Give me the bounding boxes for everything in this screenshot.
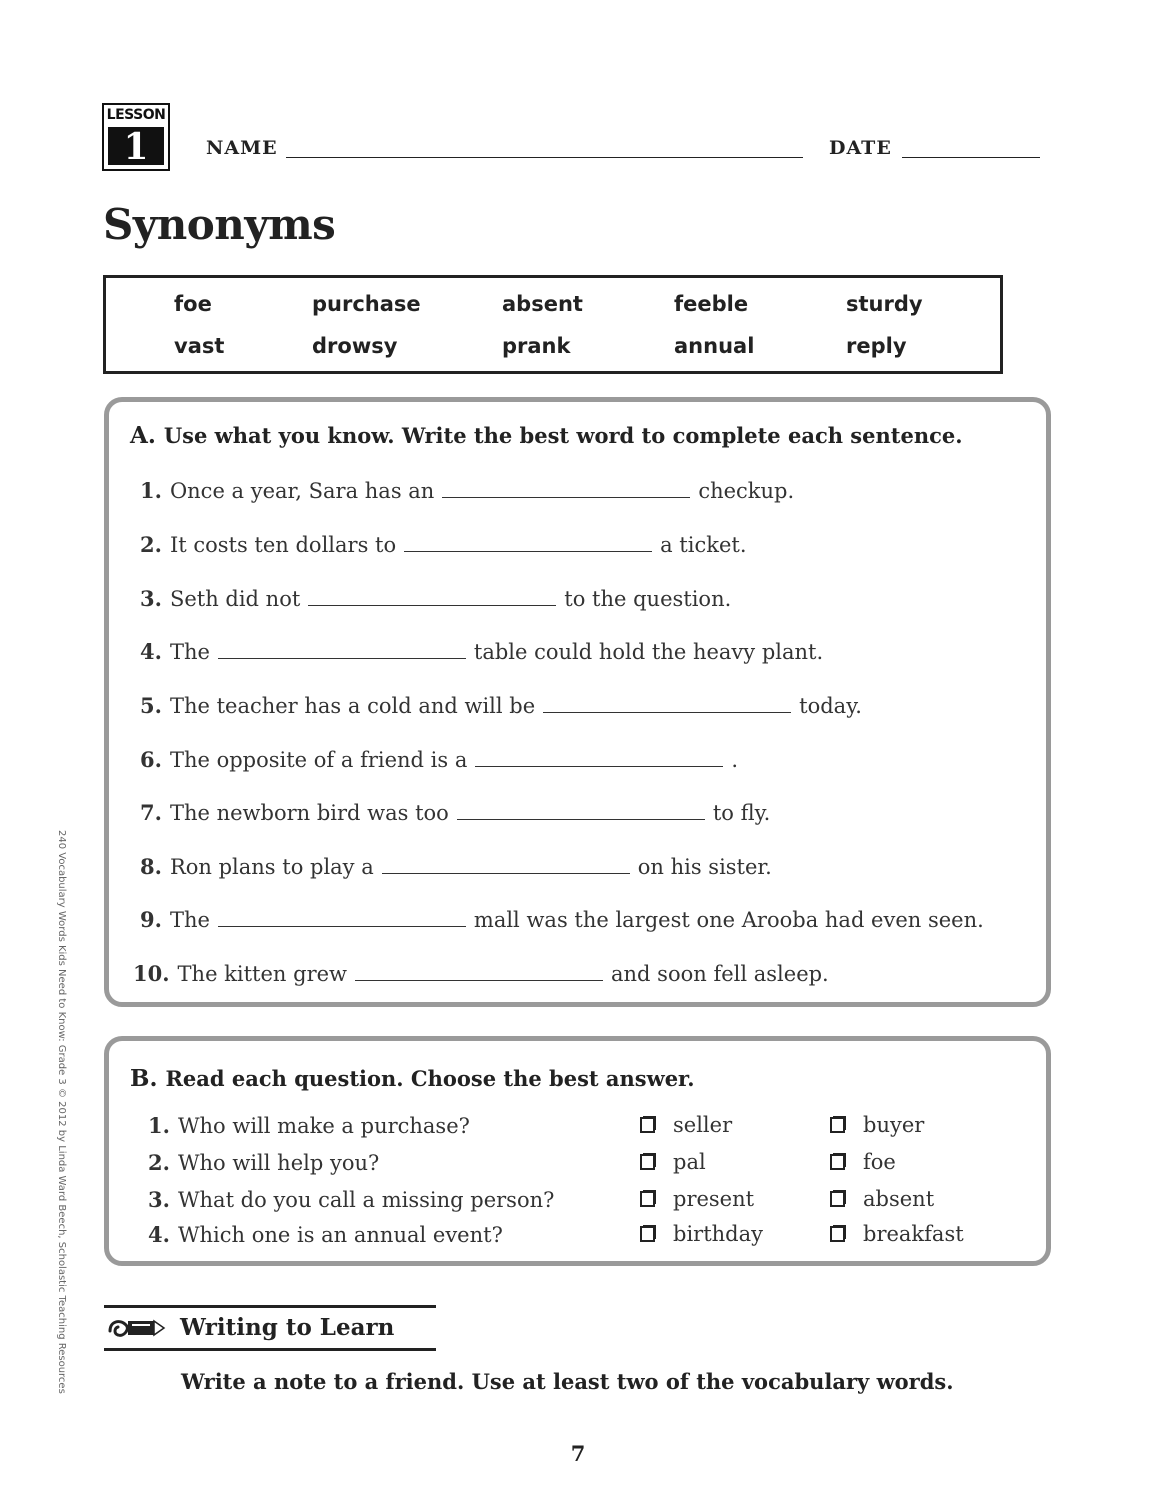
- sentence-start: Once a year, Sara has an: [169, 479, 435, 503]
- option-label: buyer: [863, 1113, 925, 1137]
- question-text: [148, 1150, 379, 1175]
- writing-title: Writing to Learn: [180, 1314, 395, 1341]
- answer-blank[interactable]: [308, 585, 556, 606]
- question-label: Who will help you?: [177, 1151, 380, 1175]
- item-number: 3.: [140, 586, 162, 611]
- option-label: present: [673, 1187, 755, 1211]
- sentence-start: The opposite of a friend is a: [169, 748, 468, 772]
- sentence-start: The newborn bird was too: [169, 801, 449, 825]
- sentence-end: a ticket.: [660, 533, 747, 557]
- sentence-start: It costs ten dollars to: [169, 533, 397, 557]
- section-a-letter: A.: [130, 422, 156, 449]
- option-label: pal: [673, 1150, 706, 1174]
- answer-option[interactable]: [830, 1222, 964, 1246]
- section-a-heading: [130, 422, 963, 449]
- answer-blank[interactable]: [457, 799, 705, 820]
- checkbox-icon[interactable]: [640, 1191, 655, 1207]
- sentence-start: The: [169, 908, 210, 932]
- sentence-item: [140, 906, 984, 932]
- name-label: NAME: [206, 137, 278, 159]
- item-number: 2.: [140, 532, 162, 557]
- lesson-label: LESSON: [106, 107, 166, 123]
- item-number: 10.: [133, 961, 170, 986]
- answer-option[interactable]: [640, 1113, 732, 1137]
- sentence-item: [140, 477, 794, 503]
- sentence-end: today.: [799, 694, 862, 718]
- sentence-end: to fly.: [712, 801, 771, 825]
- answer-option[interactable]: [640, 1150, 706, 1174]
- answer-blank[interactable]: [543, 692, 791, 713]
- writing-top-rule: [104, 1305, 436, 1308]
- option-label: foe: [863, 1150, 896, 1174]
- sentence-item: [140, 531, 747, 557]
- answer-blank[interactable]: [218, 906, 466, 927]
- item-number: 7.: [140, 800, 162, 825]
- sentence-start: Seth did not: [169, 587, 301, 611]
- answer-blank[interactable]: [475, 746, 723, 767]
- item-number: 1.: [140, 478, 162, 503]
- date-field[interactable]: [902, 157, 1040, 158]
- sentence-item: [140, 853, 772, 879]
- question-text: [148, 1222, 503, 1247]
- option-label: breakfast: [863, 1222, 964, 1246]
- item-number: 9.: [140, 907, 162, 932]
- question-text: [148, 1187, 554, 1212]
- sentence-end: and soon fell asleep.: [611, 962, 829, 986]
- item-number: 5.: [140, 693, 162, 718]
- checkbox-icon[interactable]: [830, 1154, 845, 1170]
- question-number: 4.: [148, 1222, 170, 1247]
- writing-prompt: Write a note to a friend. Use at least two of the vocabulary words.: [181, 1369, 954, 1394]
- item-number: 6.: [140, 747, 162, 772]
- word-bank-word: vast: [174, 334, 225, 358]
- answer-option[interactable]: [640, 1222, 763, 1246]
- lesson-badge: [102, 103, 170, 171]
- question-number: 1.: [148, 1113, 170, 1138]
- sentence-start: The teacher has a cold and will be: [169, 694, 536, 718]
- lesson-number: 1: [108, 127, 164, 165]
- checkbox-icon[interactable]: [830, 1117, 845, 1133]
- copyright-credit: [55, 830, 69, 1395]
- item-number: 4.: [140, 639, 162, 664]
- date-label: DATE: [829, 137, 892, 159]
- word-bank: [103, 275, 1003, 374]
- question-text: [148, 1113, 470, 1138]
- option-label: absent: [863, 1187, 935, 1211]
- checkbox-icon[interactable]: [830, 1226, 845, 1242]
- word-bank-word: prank: [502, 334, 571, 358]
- section-b-instruction: Read each question. Choose the best answer.: [165, 1066, 695, 1091]
- item-number: 8.: [140, 854, 162, 879]
- section-a-instruction: Use what you know. Write the best word to complete each sentence.: [163, 423, 963, 448]
- sentence-start: Ron plans to play a: [169, 855, 374, 879]
- sentence-item: [140, 746, 738, 772]
- answer-blank[interactable]: [442, 477, 690, 498]
- sentence-start: The: [169, 640, 210, 664]
- answer-blank[interactable]: [218, 638, 466, 659]
- answer-option[interactable]: [830, 1150, 896, 1174]
- answer-blank[interactable]: [355, 960, 603, 981]
- sentence-end: to the question.: [564, 587, 732, 611]
- word-bank-word: foe: [174, 292, 212, 316]
- sentence-item: [140, 638, 823, 664]
- answer-blank[interactable]: [404, 531, 652, 552]
- answer-option[interactable]: [830, 1187, 934, 1211]
- page-title: Synonyms: [103, 200, 336, 249]
- word-bank-word: reply: [846, 334, 907, 358]
- word-bank-word: purchase: [312, 292, 421, 316]
- checkbox-icon[interactable]: [640, 1154, 655, 1170]
- sentence-end: checkup.: [698, 479, 795, 503]
- word-bank-word: feeble: [674, 292, 749, 316]
- question-number: 3.: [148, 1187, 170, 1212]
- answer-option[interactable]: [830, 1113, 924, 1137]
- question-number: 2.: [148, 1150, 170, 1175]
- sentence-item: [140, 692, 862, 718]
- sentence-end: .: [731, 748, 739, 772]
- page-number: 7: [570, 1441, 586, 1466]
- writing-bottom-rule: [104, 1348, 436, 1351]
- sentence-item: [133, 960, 829, 986]
- pencil-icon: [108, 1311, 168, 1343]
- copyright-text: 240 Vocabulary Words Kids Need to Know: Grade 3 © 2012 by Linda Ward Beech, Scholastic Teaching Resources: [56, 830, 67, 1394]
- question-label: Who will make a purchase?: [177, 1114, 470, 1138]
- sentence-item: [140, 799, 770, 825]
- word-bank-word: sturdy: [846, 292, 923, 316]
- answer-blank[interactable]: [382, 853, 630, 874]
- question-label: Which one is an annual event?: [177, 1223, 503, 1247]
- checkbox-icon[interactable]: [830, 1191, 845, 1207]
- section-b-letter: B.: [130, 1065, 158, 1092]
- question-label: What do you call a missing person?: [177, 1188, 555, 1212]
- sentence-end: mall was the largest one Arooba had even seen.: [473, 908, 984, 932]
- option-label: seller: [673, 1113, 733, 1137]
- answer-option[interactable]: [640, 1187, 754, 1211]
- checkbox-icon[interactable]: [640, 1117, 655, 1133]
- name-field[interactable]: [286, 157, 803, 158]
- sentence-start: The kitten grew: [177, 962, 348, 986]
- sentence-end: table could hold the heavy plant.: [473, 640, 824, 664]
- checkbox-icon[interactable]: [640, 1226, 655, 1242]
- section-b-heading: [130, 1065, 695, 1092]
- word-bank-word: absent: [502, 292, 583, 316]
- option-label: birthday: [673, 1222, 763, 1246]
- word-bank-word: drowsy: [312, 334, 398, 358]
- sentence-end: on his sister.: [637, 855, 772, 879]
- word-bank-word: annual: [674, 334, 755, 358]
- sentence-item: [140, 585, 731, 611]
